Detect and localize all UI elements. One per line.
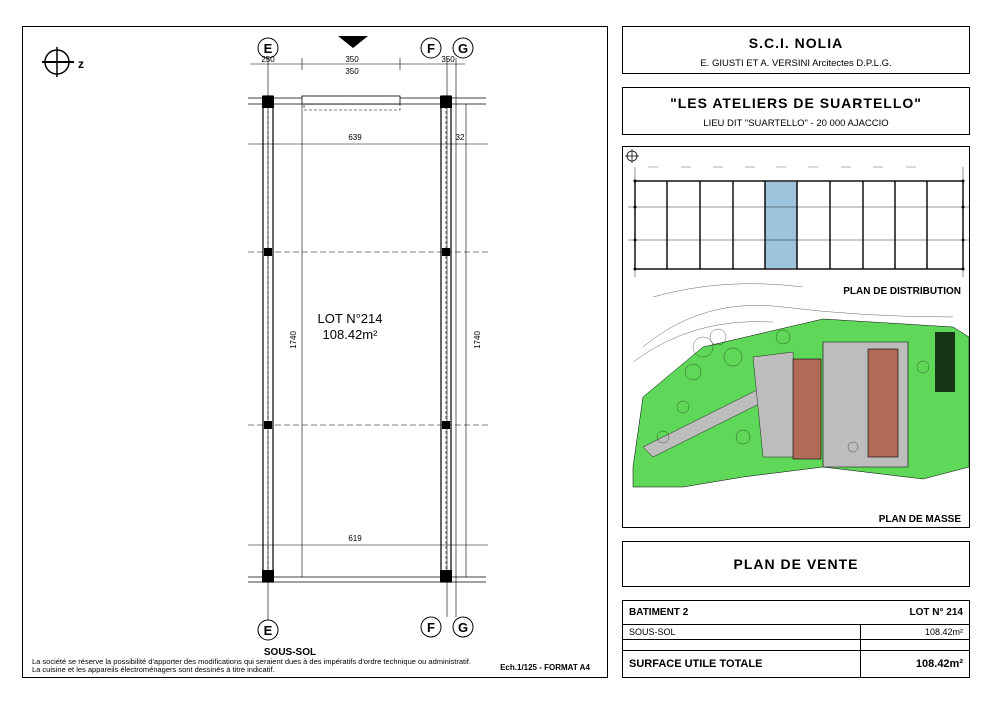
svg-text:E: E xyxy=(263,623,273,638)
table-spacer-row xyxy=(623,640,969,651)
lot-label: LOT N°214 xyxy=(317,311,383,326)
document-title-box xyxy=(622,541,970,587)
dim-small-offset: 32 xyxy=(455,133,465,142)
compass-label: z xyxy=(78,57,84,71)
project-location: LIEU DIT "SUARTELLO" - 20 000 AJACCIO xyxy=(703,118,889,129)
table-row xyxy=(623,601,969,625)
level-label: SOUS-SOL xyxy=(263,647,317,658)
mini-compass-icon xyxy=(625,149,639,163)
surfaces-table xyxy=(622,600,970,678)
building-1 xyxy=(793,359,821,459)
distribution-label: PLAN DE DISTRIBUTION xyxy=(843,286,961,297)
highlight-lot xyxy=(765,182,797,268)
distribution-plan xyxy=(628,167,969,277)
dim-length-left: 1740 xyxy=(289,331,298,349)
level-area: 108.42m² xyxy=(924,627,963,637)
lot-number: LOT N° 214 xyxy=(909,607,963,618)
level-name: SOUS-SOL xyxy=(623,625,861,639)
site-plans-drawing xyxy=(623,147,969,527)
company-name: S.C.I. NOLIA xyxy=(748,35,844,51)
svg-text:G: G xyxy=(457,620,469,635)
table-row xyxy=(623,651,969,677)
lot-area: 108.42m² xyxy=(322,327,378,342)
axis-bubble-f-bottom xyxy=(421,617,441,637)
svg-text:F: F xyxy=(427,620,435,635)
architects: E. GIUSTI ET A. VERSINI Arcitectes D.P.L.G. xyxy=(700,58,892,69)
entrance-arrow-icon xyxy=(338,36,368,48)
masse-label: PLAN DE MASSE xyxy=(878,514,961,525)
axis-bubble-g-bottom xyxy=(453,617,473,637)
dim-top-right: 350 xyxy=(441,55,455,64)
project-name: "LES ATELIERS DE SUARTELLO" xyxy=(670,95,922,111)
svg-text:G: G xyxy=(457,41,469,56)
project-box xyxy=(622,87,970,135)
axis-bubble-g-top xyxy=(453,38,473,58)
dim-top-door: 350 xyxy=(345,55,359,64)
document-title: PLAN DE VENTE xyxy=(733,556,859,572)
company-box xyxy=(622,26,970,74)
north-arrow-icon xyxy=(42,47,84,77)
site-plans-box xyxy=(622,146,970,528)
total-area: 108.42m² xyxy=(915,658,963,670)
axis-bubble-f-top xyxy=(421,38,441,58)
table-row xyxy=(623,625,969,640)
building-name: BATIMENT 2 xyxy=(629,607,689,618)
mass-plan xyxy=(633,284,969,487)
total-label: SURFACE UTILE TOTALE xyxy=(623,651,861,677)
building-2 xyxy=(868,349,898,457)
scale-label: Ech.1/125 - FORMAT A4 xyxy=(500,663,590,672)
dim-length-right: 1740 xyxy=(473,331,482,349)
disclaimer: La société se réserve la possibilité d'apporter des modifications qui seraient dues à des impératifs d'ordre technique ou administratif. La cuisine et les appareils électroménagers sont dessinés à titre indicatif. xyxy=(32,657,471,674)
svg-text:E: E xyxy=(263,41,273,56)
axis-bubble-e-bottom xyxy=(258,620,278,640)
dim-top-opening: 350 xyxy=(345,67,359,76)
dim-top-left: 250 xyxy=(261,55,275,64)
dim-interior-top: 639 xyxy=(348,133,362,142)
dim-interior-bottom: 619 xyxy=(348,534,362,543)
svg-text:F: F xyxy=(427,41,435,56)
